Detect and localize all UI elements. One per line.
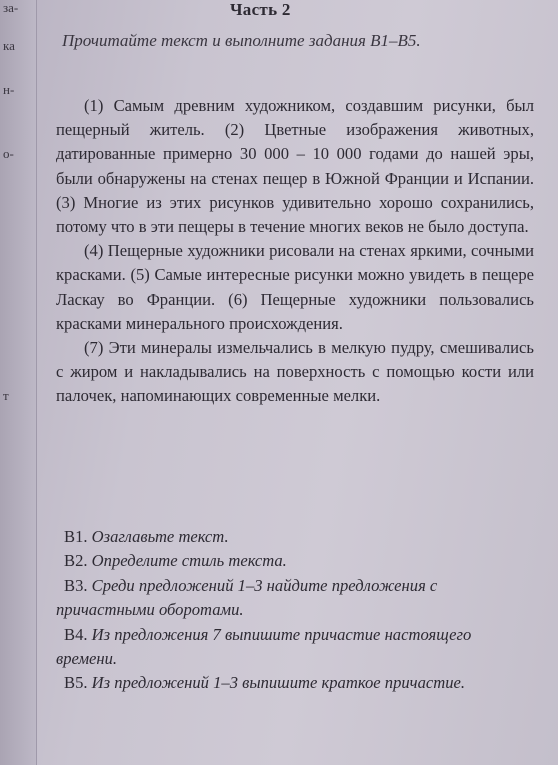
reading-text bbox=[56, 94, 534, 409]
task-list bbox=[56, 525, 534, 696]
task-text: Озаглавьте текст. bbox=[91, 527, 229, 546]
task-item bbox=[56, 623, 534, 672]
task-number: В5. bbox=[64, 673, 88, 693]
task-number: В3. bbox=[64, 575, 88, 595]
task-item bbox=[56, 525, 534, 549]
task-number: В4. bbox=[64, 624, 88, 644]
section-header: Часть 2 bbox=[230, 0, 291, 19]
instruction-text: Прочитайте текст и выполните задания В1–В5. bbox=[62, 31, 421, 50]
task-number: В2. bbox=[64, 551, 88, 571]
task-item bbox=[56, 549, 534, 573]
task-item bbox=[56, 671, 534, 695]
paragraph-1: (1) Самым древним художником, создавшим рисунки, был пещерный житель. (2) Цветные изображения животных, датированные примерно 30 000 – 10 000 годами до нашей эры, были обнаружены на стенах пещер в Южной Франции и Испании. (3) Многие из этих рисунков удивительно хорошо сохранились, потому что в эти пещеры в течение многих веков не было доступа. bbox=[56, 96, 534, 237]
margin-fragment: н- bbox=[3, 82, 15, 97]
left-page-margin bbox=[0, 0, 37, 765]
task-item bbox=[56, 574, 534, 623]
margin-fragment: ка bbox=[3, 38, 15, 53]
margin-fragment: за- bbox=[3, 0, 19, 15]
margin-fragment: о- bbox=[3, 146, 14, 161]
task-text: Из предложения 7 выпишите причастие настоящего времени. bbox=[56, 624, 472, 669]
task-text: Определите стиль текста. bbox=[91, 551, 287, 571]
paragraph-3: (7) Эти минералы измельчались в мелкую пудру, смешивались с жиром и накладывались на поверхность с помощью кости или палочек, напоминающих современные мелки. bbox=[56, 338, 534, 406]
paragraph-2: (4) Пещерные художники рисовали на стенах яркими, сочными красками. (5) Самые интересные рисунки можно увидеть в пещере Ласкау во Франции. (6) Пещерные художники пользовались красками минерального происхождения. bbox=[56, 241, 534, 333]
task-number: В1. bbox=[64, 527, 88, 546]
margin-fragment: т bbox=[3, 388, 9, 403]
task-text: Из предложений 1–3 выпишите краткое причастие. bbox=[91, 673, 466, 693]
task-text: Среди предложений 1–3 найдите предложения с причастными оборотами. bbox=[56, 575, 438, 620]
